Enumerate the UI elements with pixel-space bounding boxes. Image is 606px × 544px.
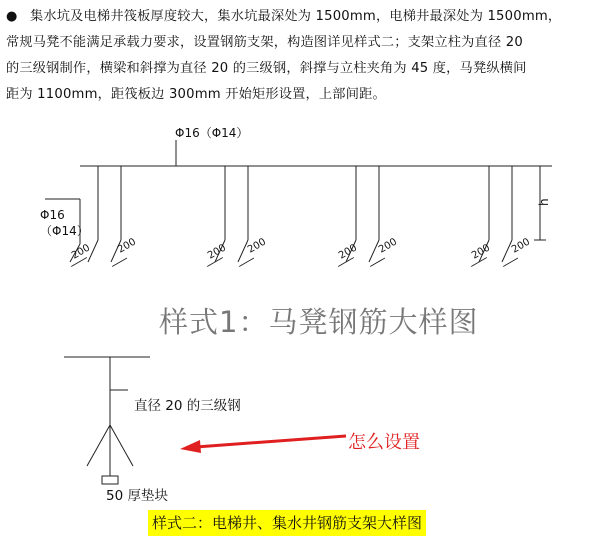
question-annotation: 怎么设置 [348,432,420,453]
post-label: 直径 20 的三级钢 [134,398,241,414]
leg-dim-label: 200 [337,242,360,262]
leg-dim-label: 200 [116,236,139,256]
concrete-pad [102,476,118,484]
intro-line-4: 距为 1100mm，距筏板边 300mm 开始矩形设置，上部间距。 [6,87,386,102]
intro-line-3: 的三级钢制作，横梁和斜撑为直径 20 的三级钢，斜撑与立柱夹角为 45 度，马凳纵横间 [6,61,527,76]
leg-dim-label: 200 [510,236,533,256]
pad-label: 50 厚垫块 [106,488,168,504]
bullet-icon: ● [6,9,18,24]
intro-line-2: 常规马凳不能满足承载力要求，设置钢筋支架，构造图详见样式二；支架立柱为直径 20 [6,35,523,50]
leg-dim-label: 200 [70,242,93,262]
height-dim-label: h [537,198,551,206]
frame-brace-right [110,425,133,466]
left-bar-label-1: Φ16 [40,208,65,222]
caption-style-1: 样式1：马凳钢筋大样图 [159,305,479,339]
frame-brace-left [87,425,110,466]
intro-line-1-text: 集水坑及电梯井筏板厚度较大，集水坑最深处为 1500mm，电梯井最深处为 1500mm， [30,9,562,24]
left-bar-label-2: （Φ14） [40,224,89,238]
leg-dim-label: 200 [206,242,229,262]
top-bar-label: Φ16（Φ14） [175,126,249,140]
leg-dim-label: 200 [246,236,269,256]
red-arrow-icon [180,436,346,453]
leg-dimension-marks [71,258,518,267]
leg-dim-label: 200 [470,242,493,262]
caption-style-2: 样式二：电梯井、集水井钢筋支架大样图 [148,510,426,536]
leg-dim-label: 200 [377,236,400,256]
